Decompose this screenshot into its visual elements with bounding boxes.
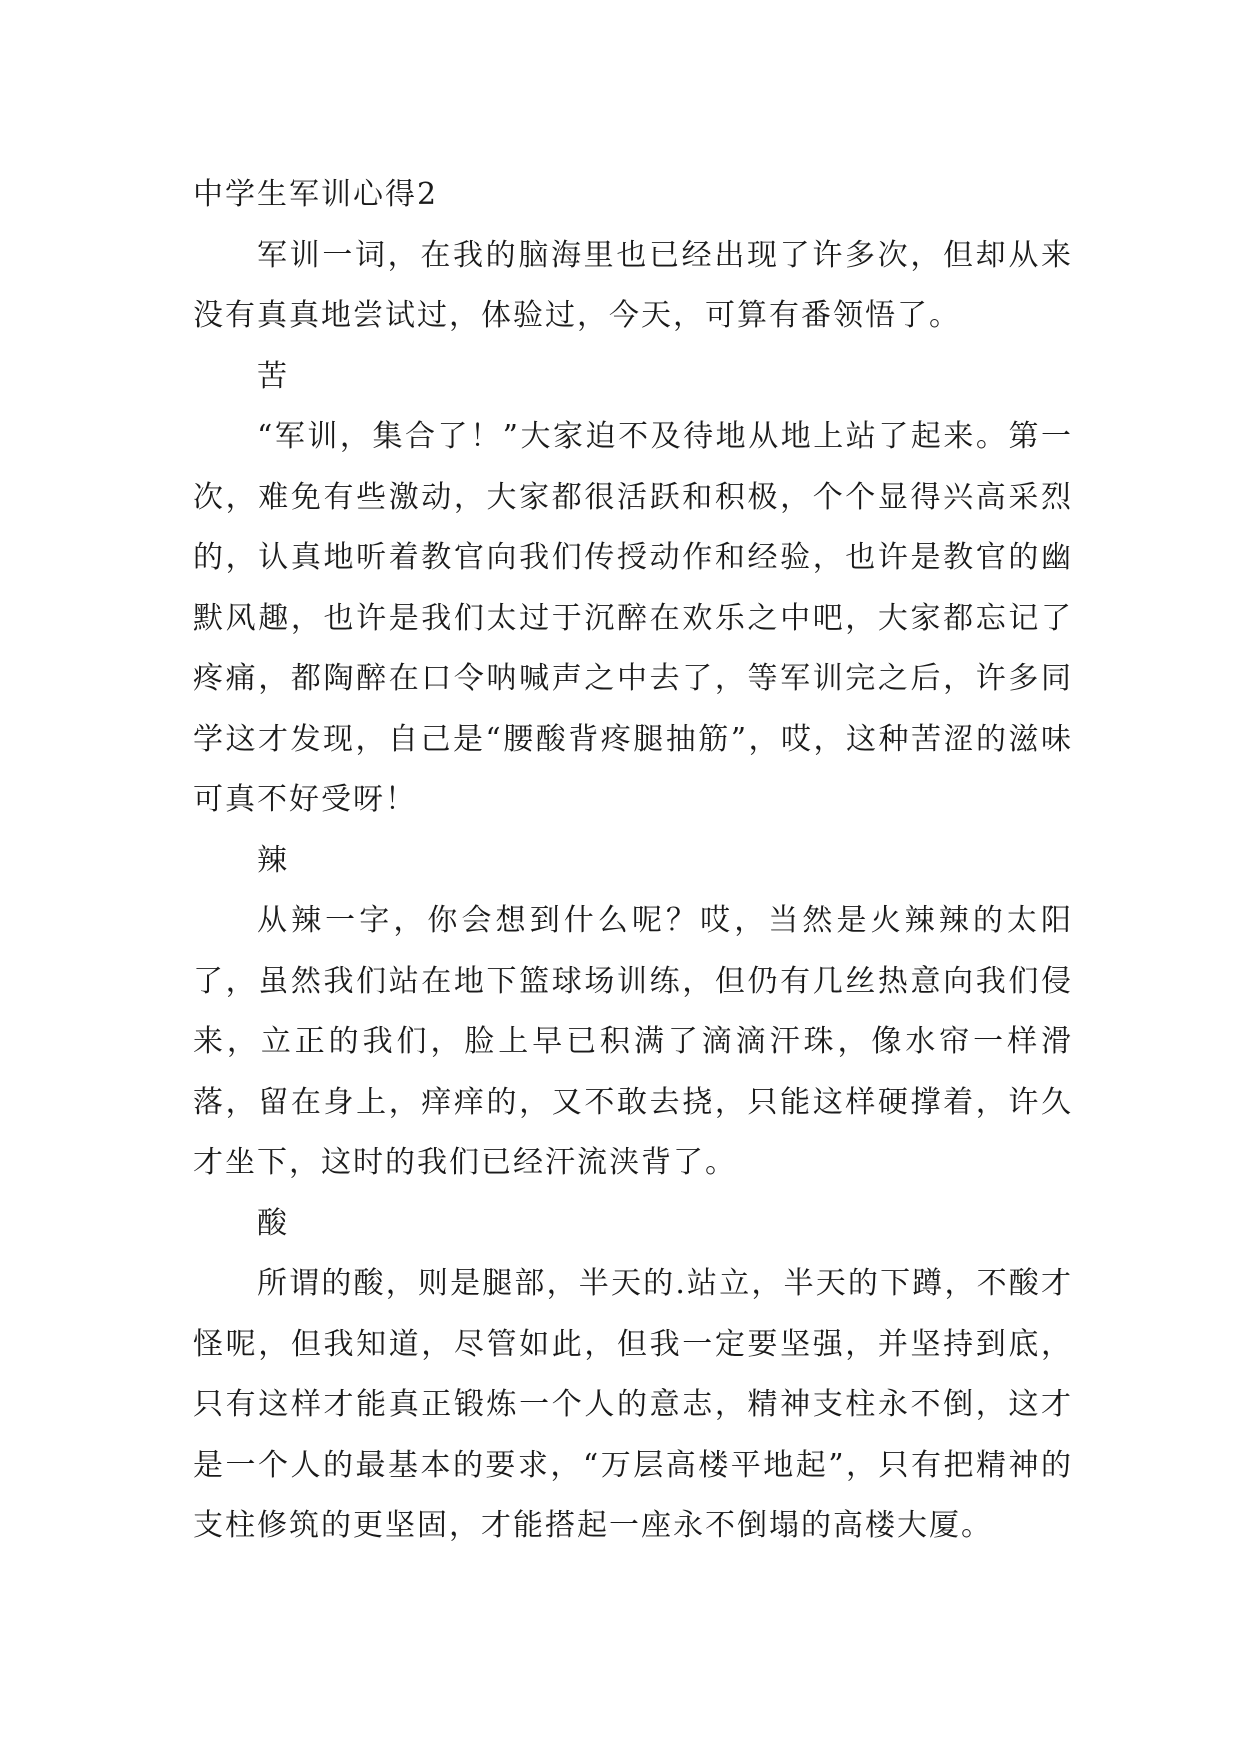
section-heading-ku: 苦 xyxy=(257,358,289,394)
section-paragraph-ku: “军训，集合了！”大家迫不及待地从地上站了起来。第一次，难免有些激动，大家都很活跃和积极，个个显得兴高采烈的，认真地听着教官向我们传授动作和经验，也许是教官的幽默风趣，也许是我们太过于沉醉在欢乐之中吧，大家都忘记了疼痛，都陶醉在口令呐喊声之中去了，等军训完之后，许多同学这才发现，自己是“腰酸背疼腿抽筋”，哎，这种苦涩的滋味可真不好受呀！ xyxy=(193,419,1073,817)
document-title: 中学生军训心得2 xyxy=(193,177,439,212)
section-paragraph-la: 从辣一字，你会想到什么呢？哎，当然是火辣辣的太阳了，虽然我们站在地下篮球场训练，但仍有几丝热意向我们侵来，立正的我们，脸上早已积满了滴滴汗珠，像水帘一样滑落，留在身上，痒痒的，又不敢去挠，只能这样硬撑着，许久才坐下，这时的我们已经汗流浃背了。 xyxy=(193,903,1073,1180)
document-body xyxy=(193,165,1073,1557)
section-paragraph-suan: 所谓的酸，则是腿部，半天的.站立，半天的下蹲，不酸才怪呢，但我知道，尽管如此，但我一定要坚强，并坚持到底，只有这样才能真正锻炼一个人的意志，精神支柱永不倒，这才是一个人的最基本的要求，“万层高楼平地起”，只有把精神的支柱修筑的更坚固，才能搭起一座永不倒塌的高楼大厦。 xyxy=(193,1266,1073,1543)
intro-paragraph: 军训一词，在我的脑海里也已经出现了许多次，但却从来没有真真地尝试过，体验过，今天，可算有番领悟了。 xyxy=(193,237,1073,333)
section-heading-la: 辣 xyxy=(257,842,289,878)
section-heading-suan: 酸 xyxy=(257,1205,289,1241)
